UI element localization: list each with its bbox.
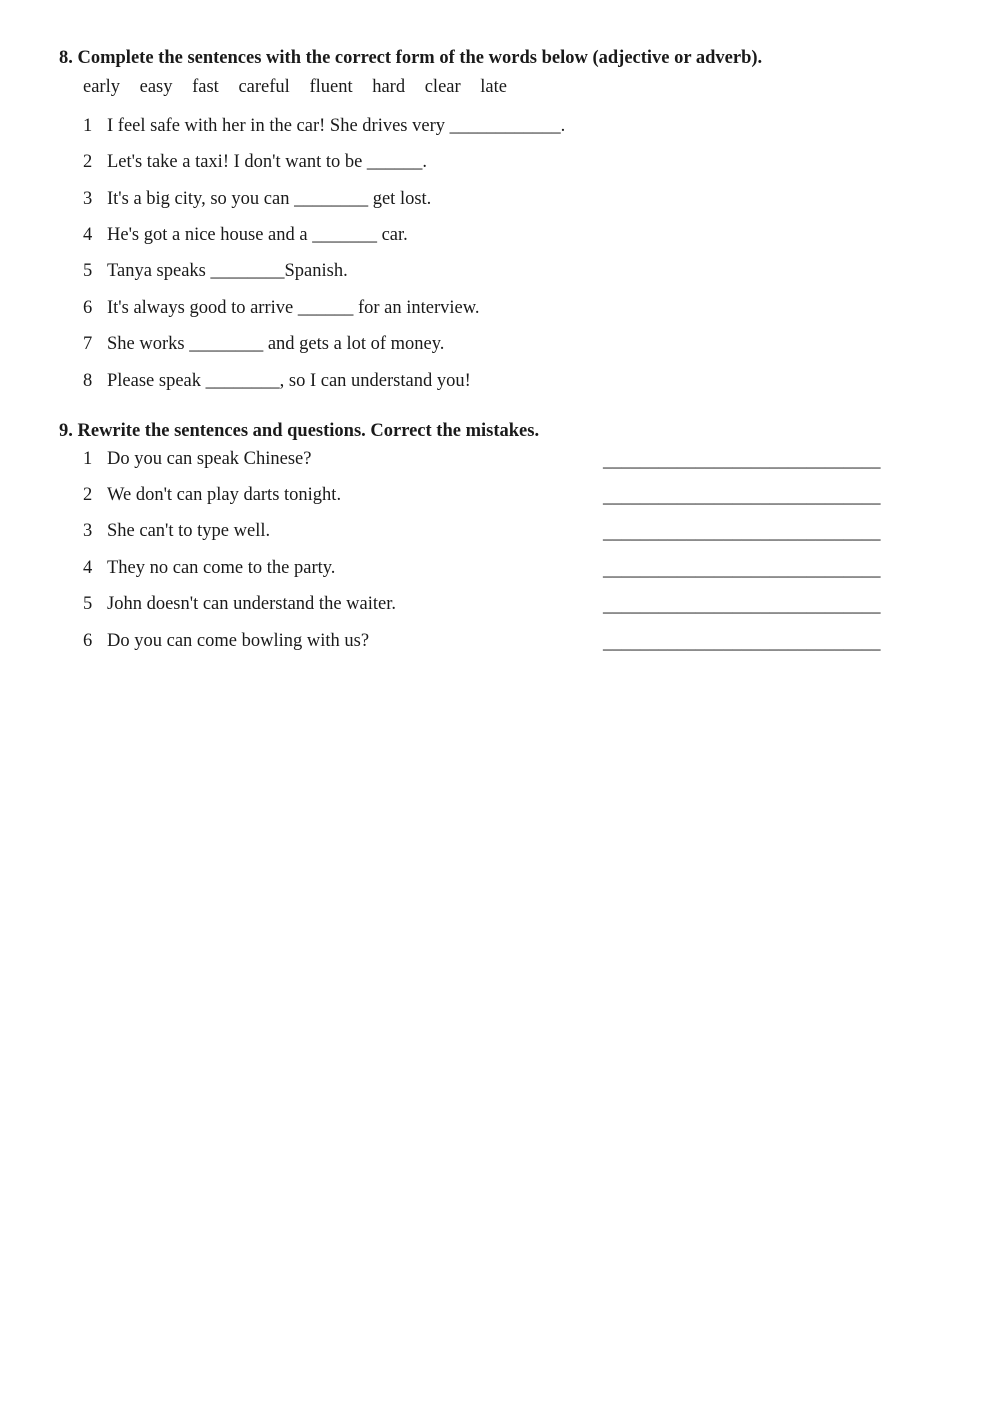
item-text: I feel safe with her in the car! She drives very ____________. (107, 116, 566, 136)
item-number: 5 (83, 261, 93, 281)
word-bank-item: late (480, 77, 507, 97)
item-number: 4 (83, 225, 93, 245)
item-text: We don't can play darts tonight. (107, 485, 342, 505)
item-text: She can't to type well. (107, 521, 271, 541)
item-text: Tanya speaks ________Spanish. (107, 261, 348, 281)
answer-line[interactable]: ______________________________ (603, 451, 881, 471)
answer-line[interactable]: ______________________________ (603, 560, 881, 580)
exercise-8-item (83, 298, 480, 319)
answer-line[interactable]: ______________________________ (603, 633, 881, 653)
exercise-8-item (83, 261, 348, 282)
exercise-9-item (83, 485, 341, 506)
item-number: 2 (83, 485, 93, 505)
exercise-9-item (83, 558, 335, 579)
exercise-9-item (83, 594, 396, 615)
exercise-8-item (83, 225, 408, 246)
word-bank-item: fast (192, 77, 219, 97)
item-text: He's got a nice house and a _______ car. (107, 225, 408, 245)
exercise-8-item (83, 189, 431, 210)
answer-line[interactable]: ______________________________ (603, 523, 881, 543)
word-bank-item: careful (238, 77, 290, 97)
word-bank-item: fluent (309, 77, 353, 97)
item-text: Do you can speak Chinese? (107, 449, 312, 469)
word-bank-item: easy (139, 77, 173, 97)
word-bank-item: clear (424, 77, 461, 97)
exercise-9-item (83, 521, 270, 542)
exercise-8-item (83, 371, 471, 392)
item-number: 2 (83, 152, 93, 172)
exercise-9-heading: 9. Rewrite the sentences and questions. Correct the mistakes. (59, 421, 540, 441)
item-text: She works ________ and gets a lot of money. (107, 334, 445, 354)
item-text: John doesn't can understand the waiter. (107, 594, 396, 614)
item-number: 4 (83, 558, 93, 578)
item-text: Do you can come bowling with us? (107, 631, 370, 651)
item-text: They no can come to the party. (107, 558, 336, 578)
word-bank-item: hard (372, 77, 406, 97)
item-number: 6 (83, 631, 93, 651)
item-text: It's a big city, so you can ________ get lost. (107, 189, 432, 209)
answer-line[interactable]: ______________________________ (603, 596, 881, 616)
item-number: 7 (83, 334, 93, 354)
exercise-8-heading: 8. Complete the sentences with the correct form of the words below (adjective or adverb). (59, 48, 763, 68)
word-bank (83, 77, 522, 98)
item-number: 1 (83, 116, 93, 136)
exercise-9-item (83, 449, 311, 470)
item-number: 3 (83, 189, 93, 209)
item-number: 5 (83, 594, 93, 614)
item-number: 8 (83, 371, 93, 391)
item-number: 1 (83, 449, 93, 469)
word-bank-item: early (83, 77, 120, 97)
item-text: Let's take a taxi! I don't want to be ______. (107, 152, 428, 172)
item-number: 3 (83, 521, 93, 541)
exercise-9-item (83, 631, 369, 652)
exercise-8-item (83, 152, 427, 173)
answer-line[interactable]: ______________________________ (603, 487, 881, 507)
item-number: 6 (83, 298, 93, 318)
exercise-8-item (83, 116, 565, 137)
item-text: It's always good to arrive ______ for an interview. (107, 298, 480, 318)
exercise-8-item (83, 334, 444, 355)
item-text: Please speak ________, so I can understand you! (107, 371, 471, 391)
